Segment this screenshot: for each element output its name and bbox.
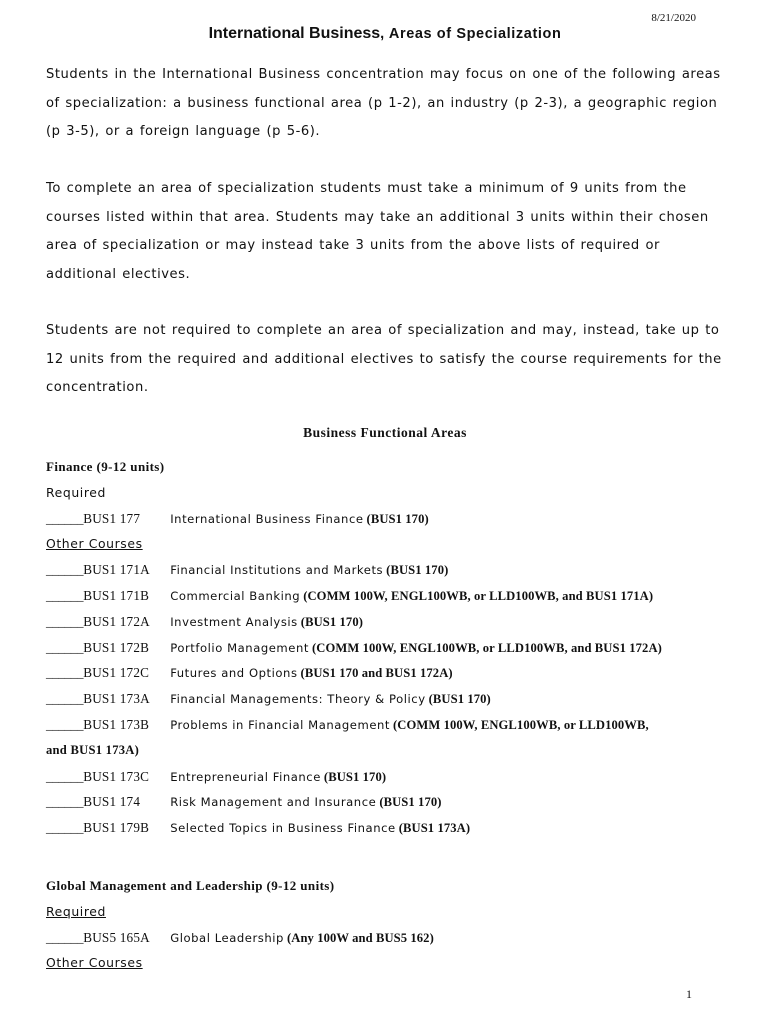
other-courses-label: Other Courses [46,536,143,552]
checkbox-blank: ______ [46,665,84,681]
finance-area [46,454,736,841]
course-code: BUS1 174 [83,794,141,810]
course-code: BUS1 171B [83,587,150,603]
required-label: Required [46,484,106,500]
checkbox-blank: ______ [46,562,84,578]
course-name: Risk Management and Insurance [170,795,377,810]
course-code: BUS1 172C [83,665,150,681]
checkbox-blank: ______ [46,768,84,784]
course-row [46,686,736,712]
course-name: Problems in Financial Management [170,717,391,732]
course-prereq: (BUS1 170) [428,692,491,707]
course-row [46,557,736,583]
checkbox-blank: ______ [46,587,84,603]
course-prereq-continuation: and BUS1 173A) [46,742,140,757]
course-prereq: (BUS1 170) [386,563,449,578]
course-prereq: (COMM 100W, ENGL100WB, or LLD100WB, and BUS1 172A) [311,640,662,655]
course-prereq: (BUS1 170) [366,511,429,526]
course-row [46,583,736,609]
global-management-area [46,873,736,976]
course-code: BUS1 177 [83,510,141,526]
checkbox-blank: ______ [46,716,84,732]
checkbox-blank: ______ [46,639,84,655]
checkbox-blank: ______ [46,691,84,707]
intro-paragraph-2: To complete an area of specialization students must take a minimum of 9 units from the courses listed within that area. Students may take an additional 3 units within their chosen area of specialization or may instead take 3 units from the above lists of required or additional electives. [46,181,709,282]
course-prereq: (Any 100W and BUS5 162) [286,930,434,945]
course-row [46,789,736,815]
course-prereq: (COMM 100W, ENGL100WB, or LLD100WB, [393,717,649,732]
course-name: Investment Analysis [170,614,298,629]
intro-paragraph-1: Students in the International Business concentration may focus on one of the following areas of specialization: a business functional area (p 1-2), an industry (p 2-3), a geographic region (p 3-5), or a foreign language (p 5-6). [46,67,721,139]
section-heading: Business Functional Areas [303,425,467,440]
course-name: Commercial Banking [170,588,301,603]
course-row [46,660,736,686]
course-row [46,764,736,790]
course-code: BUS1 172A [83,613,150,629]
title-main: International Business [208,25,381,42]
checkbox-blank: ______ [46,613,84,629]
course-name: Portfolio Management [170,640,309,655]
course-name: Selected Topics in Business Finance [170,821,396,836]
course-code: BUS1 179B [83,820,150,836]
course-name: Financial Institutions and Markets [170,563,384,578]
course-code: BUS1 172B [83,639,150,655]
course-prereq: (BUS1 170) [323,769,387,784]
course-prereq: (BUS1 170 and BUS1 172A) [300,666,453,681]
course-row [46,635,736,661]
checkbox-blank: ______ [46,794,84,810]
required-label: Required [46,903,106,919]
course-name: International Business Finance [170,511,364,526]
course-prereq: (COMM 100W, ENGL100WB, or LLD100WB, and BUS1 171A) [303,588,654,603]
course-name: Global Leadership [170,930,284,945]
area-title: Global Management and Leadership (9-12 units) [46,878,335,893]
intro-paragraph-3: Students are not required to complete an area of specialization and may, instead, take up to 12 units from the required and additional electives to satisfy the course requirements for the concentration. [46,323,722,395]
course-prereq: (BUS1 170) [300,614,364,629]
area-title: Finance (9-12 units) [46,459,165,474]
course-name: Financial Managements: Theory & Policy [170,692,426,707]
course-code: BUS1 173C [83,768,150,784]
course-name: Entrepreneurial Finance [170,769,321,784]
course-row [46,712,736,738]
course-name: Futures and Options [170,666,298,681]
page-number: 1 [686,987,692,1001]
course-code: BUS5 165A [83,929,150,945]
course-prereq: (BUS1 173A) [398,821,471,836]
other-courses-label: Other Courses [46,955,143,971]
course-row [46,609,736,635]
course-row [46,925,736,951]
checkbox-blank: ______ [46,510,84,526]
course-row [46,815,736,841]
document-title [0,25,770,43]
checkbox-blank: ______ [46,929,84,945]
course-code: BUS1 173B [83,716,150,732]
title-sub: , Areas of Specialization [380,26,562,42]
course-prereq: (BUS1 170) [379,795,442,810]
course-code: BUS1 171A [83,562,150,578]
checkbox-blank: ______ [46,820,84,836]
course-row [46,506,736,532]
course-code: BUS1 173A [83,691,150,707]
document-date: 8/21/2020 [651,12,696,24]
